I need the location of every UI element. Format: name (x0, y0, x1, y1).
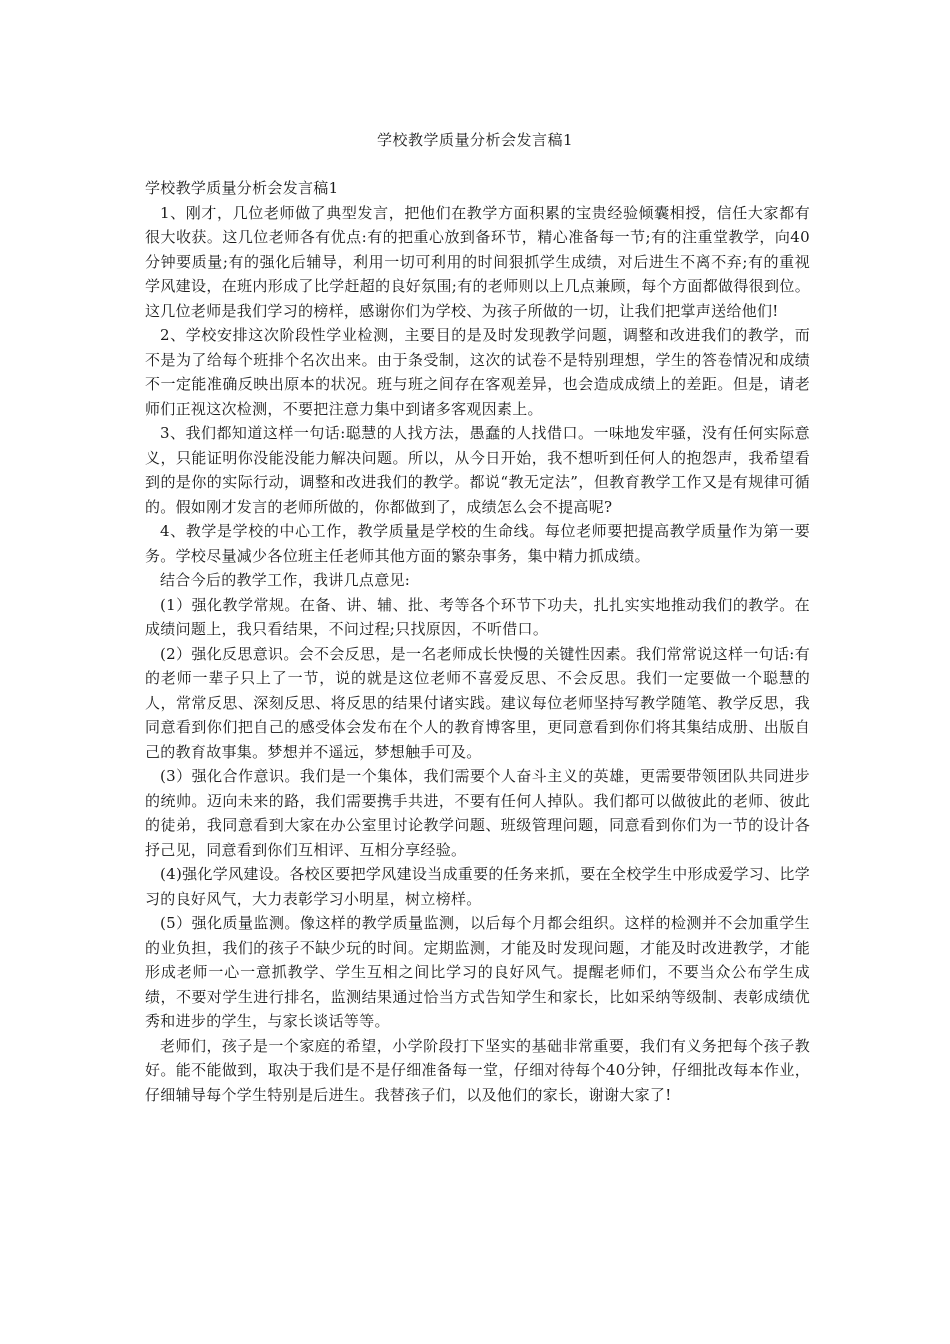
document-body (145, 176, 810, 1107)
paragraph-opinion-1: (1）强化教学常规。在备、讲、辅、批、考等各个环节下功夫，扎扎实实地推动我们的教学。在成绩问题上，我只看结果，不问过程;只找原因，不听借口。 (145, 595, 810, 638)
paragraph-2: 2、学校安排这次阶段性学业检测，主要目的是及时发现教学问题，调整和改进我们的教学，而不是为了给每个班排个名次出来。由于条受制，这次的试卷不是特别理想，学生的答卷情况和成绩不一定能准确反映出原本的状况。班与班之间存在客观差异，也会造成成绩上的差距。但是，请老师们正视这次检测，不要把注意力集中到诸多客观因素上。 (145, 326, 810, 418)
paragraph-intro-opinions: 结合今后的教学工作，我讲几点意见: (160, 571, 411, 589)
paragraph-1: 1、刚才，几位老师做了典型发言，把他们在教学方面积累的宝贵经验倾囊相授，信任大家都有很大收获。这几位老师各有优点:有的把重心放到备环节，精心准备每一节;有的注重堂教学，向40分钟要质量;有的强化后辅导，利用一切可利用的时间狠抓学生成绩，对后进生不离不弃;有的重视学风建设，在班内形成了比学赶超的良好氛围;有的老师则以上几点兼顾，每个方面都做得很到位。这几位老师是我们学习的榜样，感谢你们为学校、为孩子所做的一切，让我们把掌声送给他们! (145, 203, 810, 320)
document-subtitle: 学校教学质量分析会发言稿1 (145, 179, 339, 197)
paragraph-3: 3、我们都知道这样一句话:聪慧的人找方法，愚蠢的人找借口。一味地发牢骚，没有任何实际意义，只能证明你没能没能力解决问题。所以，从今日开始，我不想听到任何人的抱怨声，我希望看到的是你的实际行动，调整和改进我们的教学。都说“教无定法”，但教育教学工作又是有规律可循的。假如刚才发言的老师所做的，你都做到了，成绩怎么会不提高呢? (145, 424, 810, 516)
document-title: 学校教学质量分析会发言稿1 (376, 131, 574, 149)
paragraph-opinion-2: (2）强化反思意识。会不会反思，是一名老师成长快慢的关键性因素。我们常常说这样一句话:有的老师一辈子只上了一节，说的就是这位老师不喜爱反思、不会反思。我们一定要做一个聪慧的人，常常反思、深刻反思、将反思的结果付诸实践。建议每位老师坚持写教学随笔、教学反思，我同意看到你们把自己的感受体会发布在个人的教育博客里，更同意看到你们将其集结成册、出版自己的教育故事集。梦想并不遥远，梦想触手可及。 (145, 644, 810, 761)
paragraph-4: 4、教学是学校的中心工作，教学质量是学校的生命线。每位老师要把提高教学质量作为第一要务。学校尽量减少各位班主任老师其他方面的繁杂事务，集中精力抓成绩。 (145, 522, 810, 565)
paragraph-opinion-3: (3）强化合作意识。我们是一个集体，我们需要个人奋斗主义的英雄，更需要带领团队共同进步的统帅。迈向未来的路，我们需要携手共进，不要有任何人掉队。我们都可以做彼此的老师、彼此的徒弟，我同意看到大家在办公室里讨论教学问题、班级管理问题，同意看到你们为一节的设计各抒己见，同意看到你们互相评、互相分享经验。 (145, 767, 810, 859)
paragraph-opinion-4: (4)强化学风建设。各校区要把学风建设当成重要的任务来抓，要在全校学生中形成爱学习、比学习的良好风气，大力表彰学习小明星，树立榜样。 (145, 865, 810, 908)
paragraph-opinion-5: (5）强化质量监测。像这样的教学质量监测，以后每个月都会组织。这样的检测并不会加重学生的业负担，我们的孩子不缺少玩的时间。定期监测，才能及时发现问题，才能及时改进教学，才能形成老师一心一意抓教学、学生互相之间比学习的良好风气。提醒老师们，不要当众公布学生成绩，不要对学生进行排名，监测结果通过恰当方式告知学生和家长，比如采纳等级制、表彰成绩优秀和进步的学生，与家长谈话等等。 (145, 914, 810, 1030)
paragraph-closing: 老师们，孩子是一个家庭的希望，小学阶段打下坚实的基础非常重要，我们有义务把每个孩子教好。能不能做到，取决于我们是不是仔细准备每一堂，仔细对待每个40分钟，仔细批改每本作业，仔细辅导每个学生特别是后进生。我替孩子们，以及他们的家长，谢谢大家了! (145, 1036, 810, 1104)
